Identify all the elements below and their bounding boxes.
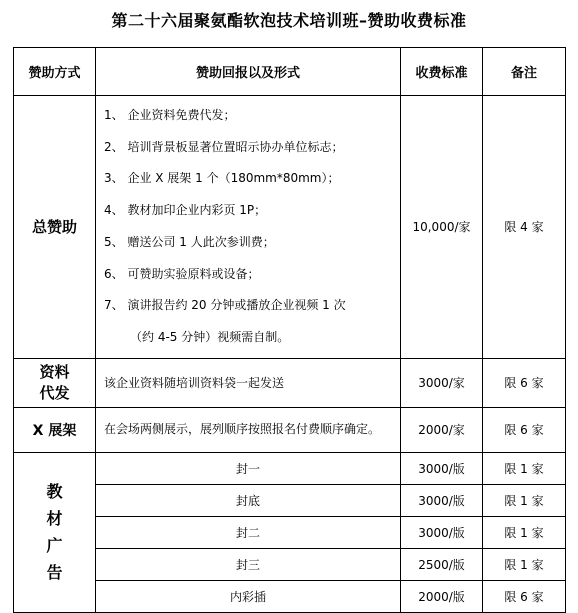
textbook-item: 内彩插	[96, 580, 401, 612]
list-item: 7、 演讲报告约 20 分钟或播放企业视频 1 次	[104, 298, 346, 313]
total-benefits-list	[96, 96, 401, 359]
xstand-label: X 展架	[14, 407, 96, 452]
textbook-note: 限 6 家	[483, 580, 566, 612]
total-note: 限 4 家	[483, 96, 566, 359]
table-row-textbook	[14, 484, 566, 516]
list-item: 3、 企业 X 展架 1 个（180mm*80mm）；	[104, 171, 340, 186]
page-title: 第二十六届聚氨酯软泡技术培训班–赞助收费标准	[111, 11, 467, 30]
textbook-item: 封三	[96, 548, 401, 580]
list-item: 4、 教材加印企业内彩页 1P；	[104, 203, 267, 218]
list-item: 5、 赠送公司 1 人此次参训费；	[104, 234, 275, 249]
textbook-note: 限 1 家	[483, 516, 566, 548]
total-price: 10,000/家	[401, 96, 483, 359]
materials-desc: 该企业资料随培训资料袋一起发送	[96, 358, 401, 407]
xstand-note: 限 6 家	[483, 407, 566, 452]
table-row-textbook	[14, 580, 566, 612]
textbook-price: 2000/版	[401, 580, 483, 612]
textbook-price: 3000/版	[401, 484, 483, 516]
table-row-materials	[14, 358, 566, 407]
materials-note: 限 6 家	[483, 358, 566, 407]
header-sponsor-type: 赞助方式	[14, 48, 96, 96]
textbook-price: 3000/版	[401, 452, 483, 484]
total-sponsor-label: 总赞助	[14, 96, 96, 359]
materials-price: 3000/家	[401, 358, 483, 407]
textbook-price: 3000/版	[401, 516, 483, 548]
xstand-desc: 在会场两侧展示，展列顺序按照报名付费顺序确定。	[96, 407, 401, 452]
header-return-form: 赞助回报以及形式	[96, 48, 401, 96]
textbook-item: 封一	[96, 452, 401, 484]
textbook-label: 教材广告	[46, 482, 63, 583]
textbook-item: 封底	[96, 484, 401, 516]
header-row	[14, 48, 566, 96]
header-note: 备注	[483, 48, 566, 96]
list-item: 1、 企业资料免费代发；	[104, 108, 236, 122]
textbook-note: 限 1 家	[483, 484, 566, 516]
table-row-textbook	[14, 516, 566, 548]
header-fee: 收费标准	[401, 48, 483, 96]
table-row-textbook	[14, 548, 566, 580]
textbook-note: 限 1 家	[483, 452, 566, 484]
list-item: 6、 可赞助实验原料或设备；	[104, 266, 260, 281]
textbook-price: 2500/版	[401, 548, 483, 580]
textbook-label-cell	[14, 452, 96, 612]
table-row-textbook	[14, 452, 566, 484]
xstand-price: 2000/家	[401, 407, 483, 452]
list-item: 2、 培训背景板显著位置昭示协办单位标志；	[104, 139, 344, 154]
sponsorship-table	[13, 47, 566, 613]
textbook-item: 封二	[96, 516, 401, 548]
materials-label: 资料代发	[39, 362, 70, 402]
textbook-note: 限 1 家	[483, 548, 566, 580]
table-row-xstand	[14, 407, 566, 452]
table-row-total	[14, 96, 566, 359]
materials-label-cell	[14, 358, 96, 407]
list-item: （约 4-5 分钟）视频需自制。	[130, 329, 290, 344]
